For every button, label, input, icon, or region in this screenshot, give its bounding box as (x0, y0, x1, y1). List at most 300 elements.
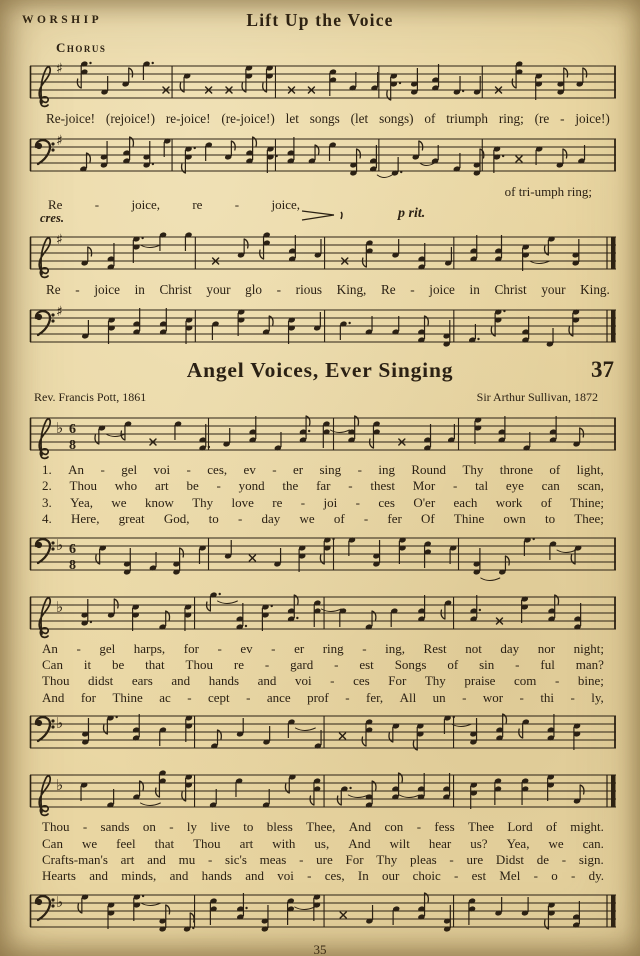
lyric-syllable: tal (475, 478, 489, 494)
lyric-syllable: it (83, 657, 92, 673)
lyric-syllable: mu (178, 852, 196, 868)
lyric-syllable: Thy (376, 852, 398, 868)
lyric-syllable: King. (580, 282, 610, 297)
lyric-syllable: Rest (423, 640, 447, 656)
lyric-syllable: Thou (193, 835, 221, 851)
lyric-syllable: 3. (42, 494, 52, 510)
lyric-syllable: art (239, 835, 254, 851)
lyric-syllable: joice, (271, 197, 300, 212)
svg-text:♭: ♭ (56, 597, 64, 616)
lyric-syllable: great (118, 511, 145, 527)
lyric-syllable: fess (434, 819, 455, 835)
lyric-syllable: Can (42, 657, 63, 673)
lyric-syllable: in (469, 282, 480, 297)
lyric-syllable: sign. (578, 852, 604, 868)
lyric-syllable: Hearts (42, 868, 76, 884)
lyric-syllable: Thou (69, 478, 97, 494)
lyric-syllable: for (80, 689, 96, 705)
lyric-syllable: of (333, 511, 345, 527)
lyric-syllable: ces (353, 673, 370, 689)
lyric-syllable: ly (186, 819, 198, 835)
lyric-syllable: - (355, 494, 360, 510)
lyric-syllable: com (513, 673, 537, 689)
lyric-syllable: not (465, 640, 482, 656)
lyric-syllable: we (299, 511, 315, 527)
lyric-syllable: that (154, 835, 175, 851)
lyric-syllable: con (384, 819, 404, 835)
lyric-syllable: of (424, 111, 436, 126)
lyric-syllable: - (94, 197, 100, 212)
lyric-syllable: we (111, 494, 127, 510)
lyric-syllable: praise (464, 673, 496, 689)
lyric-syllable: dy. (588, 868, 604, 884)
svg-text:♭: ♭ (56, 892, 64, 911)
lyric-syllable: 1. (42, 462, 52, 477)
lyric-syllable: ance (266, 689, 291, 705)
lyric-syllable: Thy (462, 462, 484, 477)
lyric-syllable: - (246, 689, 251, 705)
lyric-syllable: For (388, 673, 407, 689)
lyric-syllable: voi (277, 868, 294, 884)
lyric-syllable: - (357, 462, 362, 477)
lyric-syllable: - (276, 282, 282, 297)
lyric-syllable: Lord (507, 819, 533, 835)
treble-staff (28, 766, 618, 818)
lyric-syllable: - (410, 282, 415, 297)
lyric-syllable: pleas (409, 852, 437, 868)
lyric-syllable: to (545, 511, 556, 527)
lyric-syllable: ev (243, 462, 256, 477)
lyric-syllable: (let (350, 111, 369, 126)
lyric-syllable: thest (370, 478, 395, 494)
lyric-syllable: Of (421, 511, 435, 527)
lyric-syllable: - (554, 673, 560, 689)
lyric-syllable: joice (94, 282, 120, 297)
lyric-syllable: Thee (468, 819, 494, 835)
lyric-syllable: light, (576, 462, 604, 477)
hymn-header (0, 358, 640, 390)
lyric-syllable: Thee; (574, 511, 604, 527)
lyric-syllable: o (551, 868, 558, 884)
lyric-syllable: - (449, 852, 454, 868)
lyric-syllable: ing, (385, 640, 405, 656)
lyric-syllable: Thine (453, 511, 485, 527)
lyric-syllable: gel (121, 462, 138, 477)
lyric-syllable: of (546, 819, 557, 835)
lyric-syllable: your (206, 282, 231, 297)
lyric-syllable: that (145, 657, 165, 673)
lyric-syllable: re (192, 197, 203, 212)
lyric-syllable: (re-joice!) (221, 111, 275, 126)
lyric-syllable: - (300, 494, 306, 510)
lyric-syllable: joi (323, 494, 338, 510)
lyric-syllable: - (363, 511, 369, 527)
lyric-syllable: meas (259, 852, 287, 868)
lyric-syllable: - (187, 689, 192, 705)
lyric-syllable: live (210, 819, 230, 835)
verse-line (42, 819, 604, 835)
lyric-syllable: O'er (413, 494, 436, 510)
lyric-syllable: Re (48, 197, 63, 212)
lyric-syllable: - (570, 868, 576, 884)
lyric-syllable: Christ (494, 282, 527, 297)
lyric-syllable: And (348, 819, 372, 835)
lyric-syllable: far (316, 478, 331, 494)
lyric-syllable: ure (316, 852, 333, 868)
lyric-syllable: - (76, 640, 81, 656)
lyric-syllable: bless (266, 819, 293, 835)
lyric-syllable: Thine; (570, 494, 604, 510)
lyric-syllable: joice (429, 282, 455, 297)
svg-text:♯: ♯ (56, 232, 63, 248)
lyric-syllable: art (154, 478, 169, 494)
lyric-syllable: glo (245, 282, 263, 297)
lyric-syllable: - (207, 852, 213, 868)
lyric-syllable: re-joice! (165, 111, 211, 126)
lyric-syllable: ces (378, 494, 395, 510)
svg-text:♭: ♭ (56, 714, 64, 733)
lyric-syllable: - (454, 868, 459, 884)
lyric-syllable: - (271, 640, 276, 656)
svg-text:♯: ♯ (56, 133, 63, 149)
svg-text:♭: ♭ (56, 776, 64, 795)
lyric-syllable: the (282, 478, 299, 494)
lyric-syllable: er (294, 640, 305, 656)
lyric-syllable: and (257, 673, 277, 689)
lyric-syllable: Thy (192, 494, 214, 510)
lyric-syllable: in (134, 282, 145, 297)
verse-line (42, 462, 604, 478)
lyric-syllable: nor (537, 640, 556, 656)
lyric-syllable: - (348, 478, 353, 494)
lyric-syllable: can. (582, 835, 604, 851)
chorus-lyrics-line-3 (46, 281, 610, 299)
lyric-syllable: Thy (424, 673, 446, 689)
verse-line (42, 495, 604, 511)
lyric-syllable: can (541, 478, 560, 494)
lyric-syllable: Thou (185, 657, 213, 673)
lyric-syllable: hands (208, 673, 240, 689)
chorus-lyrics-line-2-right: of tri-umph ring; (504, 184, 592, 199)
lyric-syllable: - (216, 478, 221, 494)
lyric-syllable: un (432, 689, 446, 705)
lyric-syllable: ly, (591, 689, 604, 705)
svg-text:♭: ♭ (56, 419, 64, 437)
lyric-syllable: to (243, 819, 254, 835)
lyric-syllable: - (570, 689, 575, 705)
hymn-attribution (34, 390, 598, 406)
lyric-syllable: sin (479, 657, 495, 673)
lyric-syllable: ing (378, 462, 395, 477)
bass-staff (28, 529, 618, 581)
lyric-syllable: - (345, 689, 350, 705)
lyric-syllable: ears (131, 673, 153, 689)
lyric-syllable: - (186, 462, 191, 477)
lyric-syllable: - (330, 673, 335, 689)
verse-line (42, 657, 604, 673)
lyric-syllable: Yea, (70, 494, 94, 510)
treble-staff (28, 228, 618, 280)
lyric-syllable: (re (534, 111, 550, 126)
lyric-syllable: - (519, 689, 524, 705)
lyric-syllable: - (169, 819, 174, 835)
hymn-title: Angel Voices, Ever Singing (186, 358, 454, 382)
svg-text:♯: ♯ (56, 304, 63, 320)
lyric-syllable: be (186, 478, 199, 494)
verse-line (42, 478, 604, 494)
lyric-syllable: - (237, 511, 243, 527)
lyric-syllable: est (359, 657, 374, 673)
chorus-label: Chorus (56, 40, 107, 55)
lyric-syllable: Here, (70, 511, 100, 527)
lyric-syllable: - (515, 657, 520, 673)
bass-staff (28, 301, 618, 353)
lyric-syllable: on (142, 819, 156, 835)
lyric-syllable: joice!) (575, 111, 610, 126)
svg-text:8: 8 (69, 557, 76, 573)
lyric-syllable: and (171, 673, 191, 689)
lyric-syllable: prof (307, 689, 329, 705)
lyric-syllable: Re (380, 282, 396, 297)
lyric-syllable: Yea, (506, 835, 530, 851)
lyric-syllable: day (500, 640, 520, 656)
lyric-syllable: and (89, 868, 108, 884)
lyric-syllable: (rejoice!) (105, 111, 155, 126)
chorus-lyrics-line-1 (46, 110, 610, 128)
verse-block-phrase-3 (42, 819, 604, 885)
lyric-syllable: choic (412, 868, 441, 884)
verse-line (42, 868, 604, 884)
svg-text:6: 6 (69, 422, 76, 437)
lyric-syllable: de (536, 852, 550, 868)
lyric-syllable: triumph (446, 111, 488, 126)
breath-mark-icon (341, 212, 342, 219)
lyric-syllable: our (382, 868, 400, 884)
lyric-syllable: of (447, 657, 459, 673)
lyric-syllable: Round (411, 462, 447, 477)
lyric-syllable: who (114, 478, 138, 494)
lyric-syllable: Mel (499, 868, 521, 884)
lyric-syllable: wor (482, 689, 504, 705)
verse-line (42, 511, 604, 527)
lyric-syllable: love (231, 494, 254, 510)
lyric-syllable: Christ (159, 282, 192, 297)
decrescendo-hairpin-icon (300, 210, 348, 222)
lyric-syllable: rious (295, 282, 323, 297)
lyric-syllable: 2. (42, 478, 52, 494)
lyric-syllable: Thou (42, 673, 70, 689)
lyric-syllable: re (272, 494, 283, 510)
lyric-syllable: man? (575, 657, 604, 673)
lyric-syllable: Crafts-man's (42, 852, 108, 868)
lyric-syllable: - (533, 868, 538, 884)
lyric-syllable: sing (319, 462, 342, 477)
lyric-syllable: - (234, 197, 240, 212)
lyrics-and-dynamics-row (28, 183, 618, 227)
lyric-syllable: bine; (577, 673, 604, 689)
chorus-lyrics-line-2-left (48, 197, 300, 213)
bass-staff (28, 886, 618, 938)
lyric-syllable: for (183, 640, 199, 656)
bass-staff (28, 130, 618, 182)
treble-staff (28, 409, 618, 461)
svg-text:8: 8 (69, 438, 76, 453)
hymn-composer: Sir Arthur Sullivan, 1872 (476, 390, 598, 404)
lyric-syllable: An (42, 640, 58, 656)
piano-ritardando-marking: p rit. (398, 206, 426, 221)
lyric-syllable: For (345, 852, 364, 868)
lyric-syllable: - (100, 462, 105, 477)
crescendo-marking: cres. (40, 211, 64, 225)
lyric-syllable: and (245, 868, 264, 884)
lyric-syllable: - (462, 689, 467, 705)
lyric-syllable: fer (387, 511, 402, 527)
lyric-syllable: minds, (121, 868, 157, 884)
lyric-syllable: Thine (112, 689, 143, 705)
lyric-syllable: - (75, 282, 80, 297)
lyric-syllable: and (147, 852, 166, 868)
lyric-syllable: Didst (495, 852, 525, 868)
lyric-syllable: we (548, 835, 564, 851)
lyric-syllable: cept (207, 689, 230, 705)
hymn-number: 37 (591, 357, 614, 382)
lyric-syllable: ring (322, 640, 344, 656)
lyric-syllable: each (453, 494, 478, 510)
lyric-syllable: yond (238, 478, 265, 494)
lyric-syllable: King, (336, 282, 367, 297)
lyric-syllable: - (307, 868, 312, 884)
lyric-syllable: voi (153, 462, 171, 477)
bass-staff (28, 707, 618, 759)
lyric-syllable: ac (159, 689, 171, 705)
lyric-syllable: ure (466, 852, 484, 868)
lyric-syllable: - (416, 819, 422, 835)
lyric-syllable: of (549, 462, 561, 477)
lyric-syllable: Songs (394, 657, 427, 673)
verse-line (42, 690, 604, 706)
verse-block-phrase-2 (42, 641, 604, 707)
lyric-syllable: - (560, 111, 565, 126)
lyric-syllable: wilt (389, 835, 410, 851)
lyric-syllable: throne (499, 462, 534, 477)
lyric-syllable: harps, (133, 640, 166, 656)
lyric-syllable: - (561, 852, 567, 868)
lyric-syllable: and (169, 868, 189, 884)
treble-staff (28, 588, 618, 640)
lyric-syllable: thi (540, 689, 555, 705)
lyric-syllable: songs (309, 111, 340, 126)
lyric-syllable: to (208, 511, 219, 527)
lyric-syllable: us, (314, 835, 330, 851)
chorus-piece-title: Lift Up the Voice (246, 10, 394, 30)
lyric-syllable: - (299, 852, 304, 868)
lyric-syllable: own (503, 511, 526, 527)
lyric-syllable: - (362, 640, 367, 656)
lyric-syllable: est (471, 868, 487, 884)
lyric-syllable: Re (46, 282, 61, 297)
lyric-syllable: Thou (42, 819, 70, 835)
lyric-syllable: voi (294, 673, 312, 689)
lyric-syllable: didst (88, 673, 114, 689)
lyric-syllable: art (120, 852, 135, 868)
lyric-syllable: - (452, 478, 458, 494)
lyric-syllable: - (264, 657, 270, 673)
lyric-syllable: work (495, 494, 523, 510)
lyric-syllable: fer, (365, 689, 384, 705)
lyric-syllable: might. (570, 819, 604, 835)
lyric-syllable: An (68, 462, 85, 477)
lyric-syllable: re (233, 657, 244, 673)
lyric-syllable: - (82, 819, 88, 835)
lyric-syllable: scan, (577, 478, 604, 494)
lyric-syllable: 4. (42, 511, 52, 527)
lyric-syllable: of (540, 494, 552, 510)
lyric-syllable: your (541, 282, 566, 297)
lyric-syllable: eye (505, 478, 524, 494)
lyric-syllable: hands (201, 868, 232, 884)
lyric-syllable: let (285, 111, 299, 126)
lyric-syllable: us? (470, 835, 488, 851)
lyric-syllable: hear (428, 835, 452, 851)
lyric-syllable: ful (540, 657, 555, 673)
lyric-syllable: with (272, 835, 296, 851)
lyric-syllable: Thee, (306, 819, 336, 835)
lyric-syllable: - (217, 640, 222, 656)
lyric-syllable: sands (100, 819, 130, 835)
verse-line (42, 673, 604, 689)
lyric-syllable: - (334, 657, 339, 673)
verse-block-phrase-1 (42, 462, 604, 528)
page-header (0, 0, 640, 39)
lyric-syllable: - (272, 462, 277, 477)
lyric-syllable: In (357, 868, 369, 884)
lyric-syllable: be (111, 657, 125, 673)
lyric-syllable: know (144, 494, 174, 510)
lyric-syllable: God, (163, 511, 190, 527)
lyric-syllable: we (81, 835, 98, 851)
svg-text:♭: ♭ (56, 535, 64, 554)
lyric-syllable: joice, (131, 197, 160, 212)
lyric-syllable: All (399, 689, 417, 705)
lyric-syllable: Re-joice! (46, 111, 96, 126)
lyric-syllable: day (261, 511, 281, 527)
lyric-syllable: And (42, 689, 65, 705)
treble-staff (28, 57, 618, 109)
lyric-syllable: ring; (498, 111, 524, 126)
verse-line (42, 852, 604, 868)
lyric-syllable: gel (99, 640, 116, 656)
lyric-syllable: Can (42, 835, 63, 851)
lyric-syllable: And (348, 835, 371, 851)
lyric-syllable: ces, (207, 462, 228, 477)
running-head: WORSHIP (22, 14, 103, 26)
lyric-syllable: songs) (379, 111, 414, 126)
lyric-syllable: feel (116, 835, 136, 851)
hymn-author: Rev. Francis Pott, 1861 (34, 390, 147, 404)
verse-line (42, 641, 604, 657)
svg-text:♯: ♯ (56, 61, 63, 77)
page-number: 35 (313, 941, 327, 956)
lyric-syllable: ev (240, 640, 253, 656)
lyric-syllable: night; (573, 640, 604, 656)
lyric-syllable: gard (290, 657, 314, 673)
verse-line (42, 836, 604, 852)
svg-text:6: 6 (69, 541, 76, 557)
lyric-syllable: sic's (225, 852, 247, 868)
lyric-syllable: ces, (324, 868, 345, 884)
lyric-syllable: Mor (412, 478, 436, 494)
lyric-syllable: er (292, 462, 304, 477)
